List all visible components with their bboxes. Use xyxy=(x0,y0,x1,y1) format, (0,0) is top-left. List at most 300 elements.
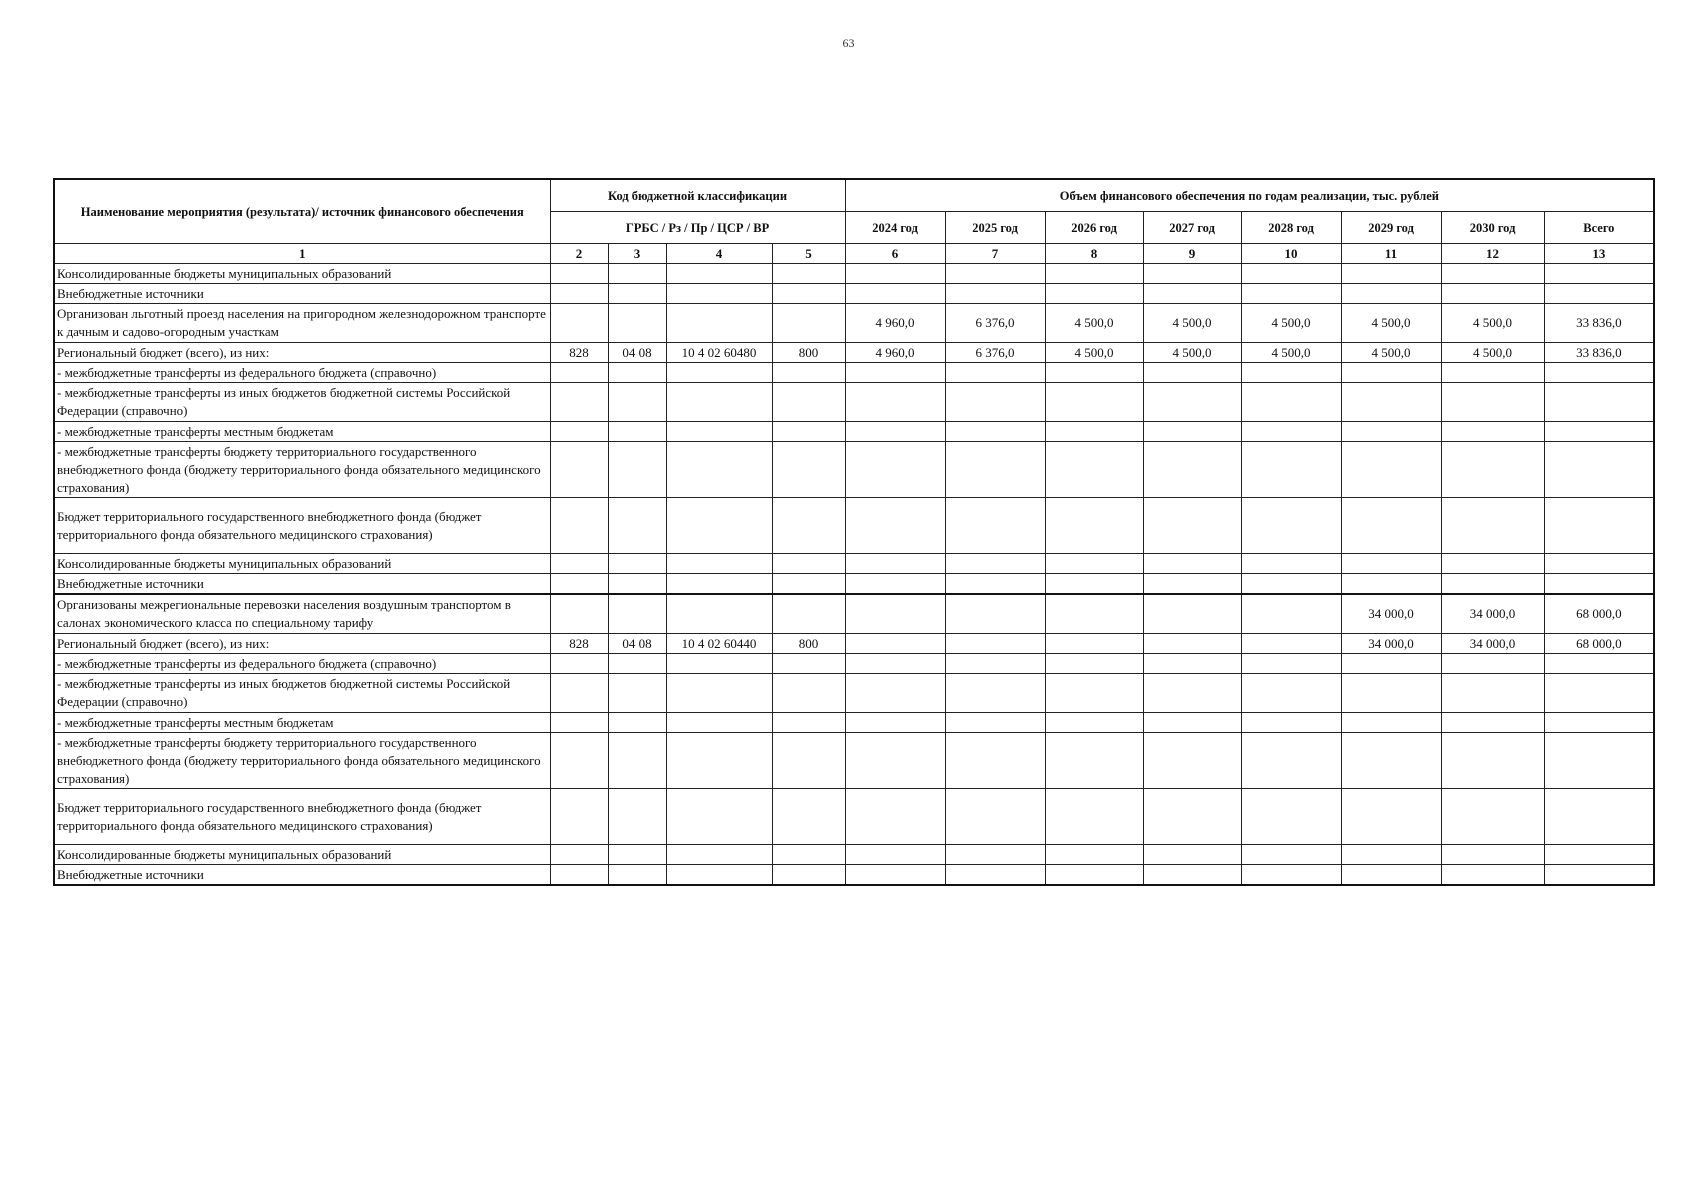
value-cell xyxy=(1241,865,1341,886)
value-cell xyxy=(1045,363,1143,383)
value-cell: 4 500,0 xyxy=(1341,343,1441,363)
value-cell xyxy=(1441,498,1544,554)
code-cell xyxy=(772,845,845,865)
header-year: 2029 год xyxy=(1341,212,1441,244)
header-year: 2025 год xyxy=(945,212,1045,244)
value-cell xyxy=(1341,674,1441,713)
total-cell xyxy=(1544,733,1654,789)
code-cell xyxy=(772,713,845,733)
table-row xyxy=(54,789,1654,845)
value-cell xyxy=(1441,284,1544,304)
row-name: Консолидированные бюджеты муниципальных образований xyxy=(54,845,550,865)
code-cell xyxy=(608,284,666,304)
value-cell xyxy=(1143,634,1241,654)
code-cell xyxy=(550,865,608,886)
row-name: - межбюджетные трансферты бюджету территориального государственного внебюджетного фонда (бюджету территориального фонда обязательного медицинского страхования) xyxy=(54,733,550,789)
header-year: 2030 год xyxy=(1441,212,1544,244)
value-cell xyxy=(1241,845,1341,865)
total-cell: 68 000,0 xyxy=(1544,634,1654,654)
value-cell xyxy=(1045,284,1143,304)
value-cell xyxy=(1045,594,1143,634)
value-cell xyxy=(1241,498,1341,554)
value-cell xyxy=(1143,733,1241,789)
value-cell xyxy=(1241,733,1341,789)
code-cell xyxy=(772,442,845,498)
value-cell xyxy=(1045,674,1143,713)
value-cell xyxy=(945,554,1045,574)
value-cell xyxy=(1045,654,1143,674)
code-cell xyxy=(550,383,608,422)
header-year: 2027 год xyxy=(1143,212,1241,244)
code-cell: 10 4 02 60480 xyxy=(666,343,772,363)
code-cell xyxy=(550,674,608,713)
value-cell xyxy=(1241,713,1341,733)
value-cell xyxy=(1241,264,1341,284)
table-row xyxy=(54,574,1654,595)
row-name: Внебюджетные источники xyxy=(54,284,550,304)
code-cell xyxy=(666,594,772,634)
code-cell xyxy=(608,789,666,845)
value-cell xyxy=(1143,654,1241,674)
value-cell xyxy=(1441,674,1544,713)
table-row xyxy=(54,713,1654,733)
value-cell xyxy=(1045,498,1143,554)
total-cell xyxy=(1544,674,1654,713)
value-cell xyxy=(1341,574,1441,595)
value-cell xyxy=(1341,789,1441,845)
code-cell xyxy=(772,865,845,886)
value-cell xyxy=(1143,674,1241,713)
code-cell xyxy=(666,422,772,442)
total-cell xyxy=(1544,554,1654,574)
value-cell xyxy=(1045,442,1143,498)
code-cell xyxy=(550,304,608,343)
value-cell xyxy=(1241,284,1341,304)
value-cell: 4 500,0 xyxy=(1143,304,1241,343)
table-row xyxy=(54,674,1654,713)
value-cell xyxy=(1143,789,1241,845)
code-cell xyxy=(666,442,772,498)
code-cell xyxy=(608,264,666,284)
code-cell xyxy=(666,304,772,343)
value-cell xyxy=(845,713,945,733)
row-name: - межбюджетные трансферты из иных бюджетов бюджетной системы Российской Федерации (справочно) xyxy=(54,383,550,422)
row-name: Бюджет территориального государственного внебюджетного фонда (бюджет территориального фонда обязательного медицинского страхования) xyxy=(54,789,550,845)
row-name: - межбюджетные трансферты из федерального бюджета (справочно) xyxy=(54,654,550,674)
value-cell: 34 000,0 xyxy=(1341,594,1441,634)
value-cell xyxy=(1241,574,1341,595)
value-cell xyxy=(1441,422,1544,442)
code-cell xyxy=(666,498,772,554)
total-cell xyxy=(1544,845,1654,865)
value-cell xyxy=(1241,554,1341,574)
value-cell xyxy=(1045,865,1143,886)
value-cell xyxy=(945,674,1045,713)
value-cell xyxy=(945,865,1045,886)
total-cell xyxy=(1544,284,1654,304)
value-cell xyxy=(945,442,1045,498)
value-cell xyxy=(845,442,945,498)
value-cell xyxy=(945,363,1045,383)
value-cell xyxy=(845,363,945,383)
value-cell xyxy=(1341,845,1441,865)
total-cell xyxy=(1544,574,1654,595)
code-cell xyxy=(608,713,666,733)
column-number: 3 xyxy=(608,244,666,264)
value-cell xyxy=(1341,654,1441,674)
value-cell xyxy=(845,654,945,674)
value-cell xyxy=(1143,845,1241,865)
value-cell xyxy=(845,422,945,442)
value-cell xyxy=(1045,383,1143,422)
table-row xyxy=(54,594,1654,634)
column-number: 7 xyxy=(945,244,1045,264)
value-cell: 4 500,0 xyxy=(1441,343,1544,363)
code-cell xyxy=(666,383,772,422)
value-cell xyxy=(1045,845,1143,865)
header-code-group: Код бюджетной классификации xyxy=(550,179,845,212)
row-name: - межбюджетные трансферты местным бюджетам xyxy=(54,422,550,442)
header-year: 2026 год xyxy=(1045,212,1143,244)
code-cell xyxy=(550,554,608,574)
value-cell xyxy=(1341,284,1441,304)
value-cell xyxy=(1341,554,1441,574)
value-cell xyxy=(845,634,945,654)
value-cell xyxy=(1341,422,1441,442)
value-cell xyxy=(1045,574,1143,595)
code-cell xyxy=(666,284,772,304)
column-number: 1 xyxy=(54,244,550,264)
value-cell xyxy=(845,865,945,886)
value-cell xyxy=(1241,422,1341,442)
column-number: 10 xyxy=(1241,244,1341,264)
code-cell xyxy=(550,264,608,284)
value-cell: 4 500,0 xyxy=(1143,343,1241,363)
value-cell xyxy=(1143,363,1241,383)
table-row xyxy=(54,363,1654,383)
value-cell xyxy=(1241,634,1341,654)
value-cell: 34 000,0 xyxy=(1341,634,1441,654)
code-cell xyxy=(772,284,845,304)
value-cell xyxy=(845,789,945,845)
row-name: Региональный бюджет (всего), из них: xyxy=(54,343,550,363)
column-number: 11 xyxy=(1341,244,1441,264)
value-cell xyxy=(945,594,1045,634)
table-row xyxy=(54,845,1654,865)
row-name: Бюджет территориального государственного внебюджетного фонда (бюджет территориального фонда обязательного медицинского страхования) xyxy=(54,498,550,554)
value-cell xyxy=(1341,865,1441,886)
code-cell xyxy=(608,554,666,574)
total-cell: 68 000,0 xyxy=(1544,594,1654,634)
column-number: 8 xyxy=(1045,244,1143,264)
value-cell xyxy=(1241,654,1341,674)
value-cell xyxy=(1045,634,1143,654)
value-cell xyxy=(845,383,945,422)
value-cell xyxy=(945,574,1045,595)
value-cell xyxy=(945,634,1045,654)
row-name: Внебюджетные источники xyxy=(54,865,550,886)
code-cell: 800 xyxy=(772,343,845,363)
code-cell xyxy=(608,363,666,383)
table-row xyxy=(54,284,1654,304)
code-cell: 04 08 xyxy=(608,634,666,654)
table-row xyxy=(54,383,1654,422)
value-cell xyxy=(1341,498,1441,554)
code-cell xyxy=(608,674,666,713)
value-cell: 4 500,0 xyxy=(1241,304,1341,343)
row-name: Консолидированные бюджеты муниципальных образований xyxy=(54,554,550,574)
row-name: - межбюджетные трансферты бюджету территориального государственного внебюджетного фонда (бюджету территориального фонда обязательного медицинского страхования) xyxy=(54,442,550,498)
value-cell: 34 000,0 xyxy=(1441,594,1544,634)
value-cell: 6 376,0 xyxy=(945,343,1045,363)
code-cell xyxy=(772,498,845,554)
table-row xyxy=(54,634,1654,654)
value-cell xyxy=(1441,574,1544,595)
value-cell xyxy=(945,733,1045,789)
header-volume-group: Объем финансового обеспечения по годам реализации, тыс. рублей xyxy=(845,179,1654,212)
value-cell xyxy=(1341,264,1441,284)
code-cell xyxy=(550,713,608,733)
code-cell xyxy=(608,865,666,886)
column-numbers-row xyxy=(54,244,1654,264)
code-cell xyxy=(608,845,666,865)
header-year: 2024 год xyxy=(845,212,945,244)
row-name: - межбюджетные трансферты из иных бюджетов бюджетной системы Российской Федерации (справочно) xyxy=(54,674,550,713)
table-row xyxy=(54,498,1654,554)
total-cell xyxy=(1544,498,1654,554)
code-cell xyxy=(550,789,608,845)
value-cell xyxy=(945,713,1045,733)
value-cell xyxy=(1341,363,1441,383)
value-cell xyxy=(945,654,1045,674)
value-cell xyxy=(1341,383,1441,422)
value-cell xyxy=(1441,363,1544,383)
code-cell: 800 xyxy=(772,634,845,654)
code-cell xyxy=(608,442,666,498)
code-cell xyxy=(608,383,666,422)
value-cell: 34 000,0 xyxy=(1441,634,1544,654)
value-cell xyxy=(945,264,1045,284)
value-cell xyxy=(845,733,945,789)
value-cell xyxy=(1241,674,1341,713)
column-number: 2 xyxy=(550,244,608,264)
table-row xyxy=(54,654,1654,674)
code-cell xyxy=(772,789,845,845)
value-cell xyxy=(845,674,945,713)
value-cell xyxy=(1045,789,1143,845)
value-cell: 4 500,0 xyxy=(1045,343,1143,363)
value-cell xyxy=(1441,845,1544,865)
code-cell xyxy=(608,594,666,634)
value-cell xyxy=(1441,264,1544,284)
code-cell xyxy=(666,789,772,845)
code-cell: 828 xyxy=(550,343,608,363)
value-cell xyxy=(1143,383,1241,422)
code-cell xyxy=(666,733,772,789)
code-cell xyxy=(550,363,608,383)
code-cell xyxy=(666,654,772,674)
value-cell xyxy=(1143,594,1241,634)
value-cell xyxy=(845,284,945,304)
value-cell: 4 960,0 xyxy=(845,304,945,343)
code-cell xyxy=(550,574,608,595)
code-cell xyxy=(608,304,666,343)
value-cell xyxy=(1441,383,1544,422)
value-cell xyxy=(845,498,945,554)
row-name: Консолидированные бюджеты муниципальных образований xyxy=(54,264,550,284)
total-cell xyxy=(1544,383,1654,422)
row-name: Внебюджетные источники xyxy=(54,574,550,595)
value-cell xyxy=(1441,789,1544,845)
code-cell xyxy=(772,594,845,634)
code-cell xyxy=(608,654,666,674)
total-cell xyxy=(1544,789,1654,845)
financing-table xyxy=(53,178,1655,886)
code-cell: 828 xyxy=(550,634,608,654)
code-cell xyxy=(772,733,845,789)
total-cell xyxy=(1544,264,1654,284)
code-cell xyxy=(608,498,666,554)
value-cell: 4 500,0 xyxy=(1441,304,1544,343)
table-row xyxy=(54,304,1654,343)
table-row xyxy=(54,422,1654,442)
value-cell xyxy=(1143,865,1241,886)
table-row xyxy=(54,343,1654,363)
code-cell xyxy=(772,363,845,383)
value-cell xyxy=(1143,574,1241,595)
total-cell xyxy=(1544,422,1654,442)
value-cell xyxy=(1341,733,1441,789)
row-name: - межбюджетные трансферты местным бюджетам xyxy=(54,713,550,733)
code-cell xyxy=(550,498,608,554)
table-row xyxy=(54,733,1654,789)
code-cell xyxy=(550,654,608,674)
value-cell: 4 500,0 xyxy=(1241,343,1341,363)
total-cell xyxy=(1544,442,1654,498)
column-number: 6 xyxy=(845,244,945,264)
value-cell xyxy=(845,554,945,574)
column-number: 4 xyxy=(666,244,772,264)
value-cell xyxy=(1241,363,1341,383)
code-cell xyxy=(772,554,845,574)
value-cell xyxy=(1143,554,1241,574)
value-cell xyxy=(1045,733,1143,789)
code-cell xyxy=(666,674,772,713)
header-name-column: Наименование мероприятия (результата)/ источник финансового обеспечения xyxy=(54,179,550,244)
value-cell xyxy=(1341,442,1441,498)
code-cell xyxy=(772,574,845,595)
value-cell xyxy=(1441,654,1544,674)
code-cell xyxy=(772,674,845,713)
value-cell: 4 500,0 xyxy=(1045,304,1143,343)
value-cell xyxy=(845,264,945,284)
table-row xyxy=(54,264,1654,284)
column-number: 9 xyxy=(1143,244,1241,264)
table-row xyxy=(54,442,1654,498)
value-cell xyxy=(845,574,945,595)
value-cell xyxy=(945,498,1045,554)
value-cell xyxy=(1143,498,1241,554)
value-cell xyxy=(945,422,1045,442)
value-cell xyxy=(1441,865,1544,886)
total-cell: 33 836,0 xyxy=(1544,304,1654,343)
code-cell xyxy=(550,442,608,498)
value-cell: 4 500,0 xyxy=(1341,304,1441,343)
code-cell xyxy=(666,865,772,886)
code-cell xyxy=(772,422,845,442)
code-cell xyxy=(550,594,608,634)
value-cell xyxy=(1143,422,1241,442)
value-cell: 4 960,0 xyxy=(845,343,945,363)
column-number: 12 xyxy=(1441,244,1544,264)
page-number: 63 xyxy=(842,36,855,50)
code-cell xyxy=(608,574,666,595)
value-cell xyxy=(1441,733,1544,789)
value-cell xyxy=(1045,422,1143,442)
code-cell xyxy=(550,284,608,304)
row-name: Организованы межрегиональные перевозки населения воздушным транспортом в салонах экономического класса по специальному тарифу xyxy=(54,594,550,634)
code-cell xyxy=(666,845,772,865)
code-cell xyxy=(666,363,772,383)
value-cell xyxy=(1045,713,1143,733)
header-code-sub: ГРБС / Рз / Пр / ЦСР / ВР xyxy=(550,212,845,244)
value-cell xyxy=(1241,789,1341,845)
total-cell xyxy=(1544,713,1654,733)
value-cell xyxy=(945,284,1045,304)
code-cell xyxy=(608,422,666,442)
value-cell xyxy=(1241,442,1341,498)
code-cell xyxy=(772,264,845,284)
code-cell xyxy=(666,264,772,284)
code-cell xyxy=(550,422,608,442)
code-cell xyxy=(666,554,772,574)
code-cell: 04 08 xyxy=(608,343,666,363)
total-cell xyxy=(1544,865,1654,886)
row-name: - межбюджетные трансферты из федерального бюджета (справочно) xyxy=(54,363,550,383)
code-cell: 10 4 02 60440 xyxy=(666,634,772,654)
value-cell xyxy=(945,789,1045,845)
table-row xyxy=(54,865,1654,886)
total-cell: 33 836,0 xyxy=(1544,343,1654,363)
value-cell xyxy=(845,594,945,634)
value-cell xyxy=(1441,442,1544,498)
code-cell xyxy=(772,383,845,422)
value-cell xyxy=(1441,554,1544,574)
value-cell xyxy=(1341,713,1441,733)
total-cell xyxy=(1544,654,1654,674)
value-cell xyxy=(1143,284,1241,304)
value-cell xyxy=(1241,594,1341,634)
row-name: Организован льготный проезд населения на пригородном железнодорожном транспорте к дачным и садово-огородным участкам xyxy=(54,304,550,343)
code-cell xyxy=(666,574,772,595)
value-cell xyxy=(845,845,945,865)
column-number: 5 xyxy=(772,244,845,264)
value-cell xyxy=(1045,554,1143,574)
code-cell xyxy=(772,304,845,343)
total-cell xyxy=(1544,363,1654,383)
value-cell xyxy=(1441,713,1544,733)
column-number: 13 xyxy=(1544,244,1654,264)
value-cell xyxy=(1241,383,1341,422)
code-cell xyxy=(772,654,845,674)
header-year: 2028 год xyxy=(1241,212,1341,244)
value-cell xyxy=(945,845,1045,865)
value-cell: 6 376,0 xyxy=(945,304,1045,343)
code-cell xyxy=(666,713,772,733)
value-cell xyxy=(945,383,1045,422)
code-cell xyxy=(608,733,666,789)
table-row xyxy=(54,554,1654,574)
